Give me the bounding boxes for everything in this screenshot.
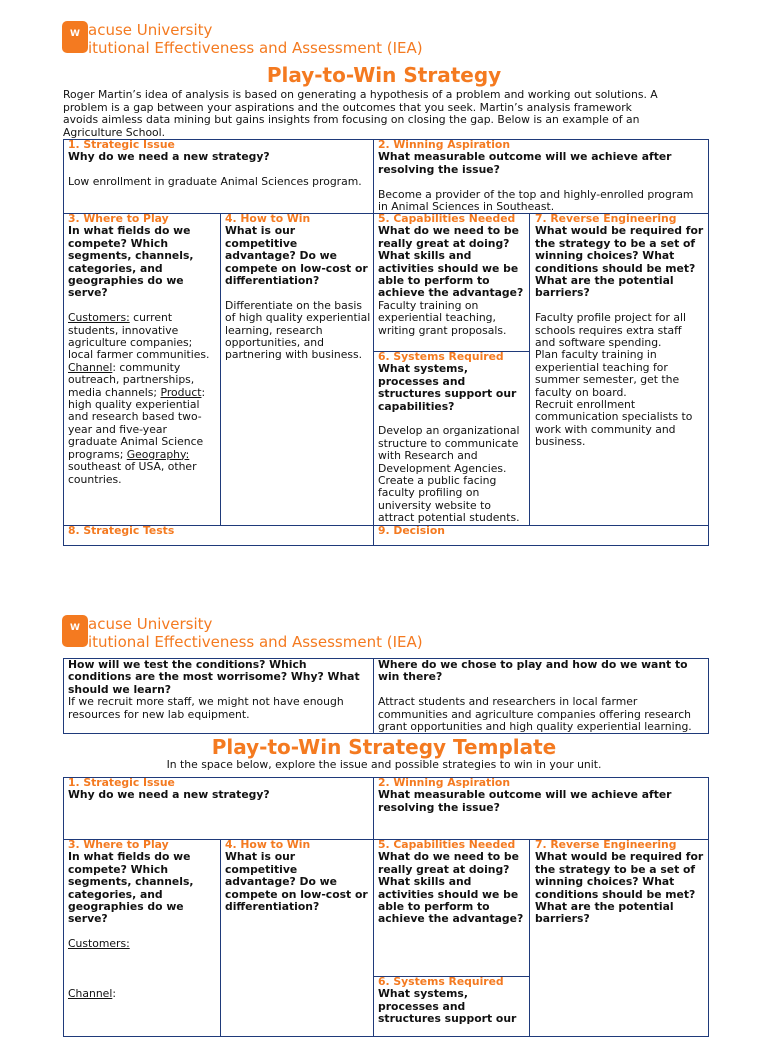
heading-where-to-play: 3. Where to Play <box>68 213 169 225</box>
question-strategic-tests: How will we test the conditions? Which conditions are the most worrisome? Why? What should we learn? <box>68 659 360 696</box>
cell-winning-aspiration <box>378 139 703 213</box>
heading-how-to-win: 4. How to Win <box>225 839 311 851</box>
question-where-to-play: In what fields do we compete? Which segments, channels, categories, and geographies do we serve? <box>68 224 194 300</box>
question-winning-aspiration: What measurable outcome will we achieve after resolving the issue? <box>378 150 672 176</box>
answer-how-to-win: Differentiate on the basis of high quality experiential learning, research opportunities, and partnering with business. <box>225 298 371 362</box>
logo-mark: W <box>70 29 80 39</box>
heading-winning-aspiration: 2. Winning Aspiration <box>378 139 511 151</box>
template-capabilities-needed[interactable] <box>378 839 526 976</box>
label-channel: Channel <box>68 986 113 1000</box>
template-strategic-issue[interactable] <box>68 777 368 839</box>
text-product: : high quality experiential and research based two-year and five-year graduate Animal Science programs; <box>68 385 206 461</box>
question-strategic-issue: Why do we need a new strategy? <box>68 788 270 802</box>
heading-systems-required: 6. Systems Required <box>378 976 504 988</box>
heading-how-to-win: 4. How to Win <box>225 213 311 225</box>
heading-strategic-issue: 1. Strategic Issue <box>68 139 175 151</box>
label-customers: Customers: <box>68 937 130 951</box>
heading-winning-aspiration: 2. Winning Aspiration <box>378 777 511 789</box>
office-name: itutional Effectiveness and Assessment (IEA) <box>88 633 423 651</box>
text-customers: current students, innovative agriculture companies; local farmer communities. <box>68 311 210 362</box>
cell-where-to-play <box>68 213 218 525</box>
question-winning-aspiration: What measurable outcome will we achieve after resolving the issue? <box>378 788 672 814</box>
question-decision: Where do we chose to play and how do we want to win there? <box>378 659 688 684</box>
question-systems-required: What systems, processes and structures support our <box>378 987 517 1024</box>
cell-how-to-win <box>225 213 371 525</box>
template-where-to-play[interactable] <box>68 839 218 1024</box>
answer-strategic-tests: If we recruit more staff, we might not have enough resources for new lab equipment. <box>68 695 344 721</box>
question-how-to-win: What is our competitive advantage? Do we compete on low-cost or differentiation? <box>225 850 368 914</box>
page-title: Play-to-Win Strategy <box>266 63 502 87</box>
label-channel: Channel <box>68 360 113 374</box>
text-channel: : community outreach, partnerships, media channels; <box>68 360 195 399</box>
question-capabilities-needed: What do we need to be really great at doing? What skills and activities should we be able to perform to achieve the advantage? <box>378 850 524 926</box>
template-winning-aspiration[interactable] <box>378 777 703 839</box>
answer-capabilities-needed: Faculty training on experiential teaching, writing grant proposals. <box>378 298 507 337</box>
heading-reverse-engineering: 7. Reverse Engineering <box>535 839 677 851</box>
heading-strategic-tests: 8. Strategic Tests <box>68 525 175 537</box>
answer-reverse-engineering-1: Faculty profile project for all schools requires extra staff and software spending. <box>535 311 687 350</box>
question-where-to-play: In what fields do we compete? Which segments, channels, categories, and geographies do we serve? <box>68 850 194 926</box>
cell-strategic-issue <box>68 139 368 213</box>
logo-mark: W <box>70 623 80 633</box>
question-reverse-engineering: What would be required for the strategy to be a set of winning choices? What conditions should be met? What are the potential barriers? <box>535 850 704 926</box>
cell-decision-content <box>378 659 703 733</box>
cell-reverse-engineering <box>535 213 705 525</box>
office-name: itutional Effectiveness and Assessment (IEA) <box>88 39 423 57</box>
template-systems-required[interactable] <box>378 976 526 1024</box>
answer-decision: Attract students and researchers in local farmer communities and agriculture companies offering research grant opportunities and high quality experiential learning. <box>378 695 692 733</box>
heading-reverse-engineering: 7. Reverse Engineering <box>535 213 677 225</box>
answer-reverse-engineering-3: Recruit enrollment communication specialists to work with community and business. <box>535 398 693 449</box>
question-capabilities-needed: What do we need to be really great at doing? What skills and activities should we be able to perform to achieve the advantage? <box>378 224 524 300</box>
heading-capabilities-needed: 5. Capabilities Needed <box>378 213 516 225</box>
question-how-to-win: What is our competitive advantage? Do we compete on low-cost or differentiation? <box>225 224 368 288</box>
answer-systems-required-2: Create a public facing faculty profiling on university website to attract potential students. <box>378 474 520 525</box>
cell-capabilities-needed <box>378 213 526 351</box>
heading-where-to-play: 3. Where to Play <box>68 839 169 851</box>
heading-strategic-issue: 1. Strategic Issue <box>68 777 175 789</box>
label-geography: Geography: <box>126 447 190 461</box>
answer-winning-aspiration: Become a provider of the top and highly-enrolled program in Animal Sciences in Southeast. <box>378 187 694 213</box>
university-name: acuse University <box>88 615 213 633</box>
template-how-to-win[interactable] <box>225 839 371 1024</box>
answer-strategic-issue: Low enrollment in graduate Animal Sciences program. <box>68 175 362 189</box>
cell-strategic-tests-content <box>68 659 368 733</box>
heading-systems-required: 6. Systems Required <box>378 351 504 363</box>
question-reverse-engineering: What would be required for the strategy to be a set of winning choices? What conditions should be met? What are the potential barriers? <box>535 224 704 300</box>
cell-systems-required <box>378 351 526 525</box>
template-reverse-engineering[interactable] <box>535 839 705 1024</box>
question-systems-required: What systems, processes and structures support our capabilities? <box>378 362 517 413</box>
template-instruction: In the space below, explore the issue and possible strategies to win in your unit. <box>166 758 602 771</box>
cell-strategic-tests <box>68 525 368 545</box>
heading-decision: 9. Decision <box>378 525 445 537</box>
template-title: Play-to-Win Strategy Template <box>211 735 557 759</box>
cell-decision <box>378 525 703 545</box>
heading-capabilities-needed: 5. Capabilities Needed <box>378 839 516 851</box>
label-customers: Customers: <box>68 311 130 325</box>
answer-reverse-engineering-2: Plan faculty training in experiential teaching for summer semester, get the faculty on board. <box>535 348 680 399</box>
label-product: Product <box>160 385 202 399</box>
intro-paragraph: Roger Martin’s idea of analysis is based on generating a hypothesis of a problem and working out solutions. A problem is a gap between your aspirations and the outcomes that you seek. Martin’s analysis framework avoids aimless data mining but gains insights from focusing on closing the gap. Below is an example of an Agriculture School. <box>63 88 658 139</box>
channel-line <box>68 988 218 1000</box>
answer-where-to-play <box>68 312 218 486</box>
channel-colon: : <box>112 986 116 1000</box>
answer-systems-required-1: Develop an organizational structure to communicate with Research and Development Agencies. <box>378 424 520 475</box>
question-strategic-issue: Why do we need a new strategy? <box>68 150 270 164</box>
text-geography: southeast of USA, other countries. <box>68 460 197 486</box>
university-name: acuse University <box>88 21 213 39</box>
